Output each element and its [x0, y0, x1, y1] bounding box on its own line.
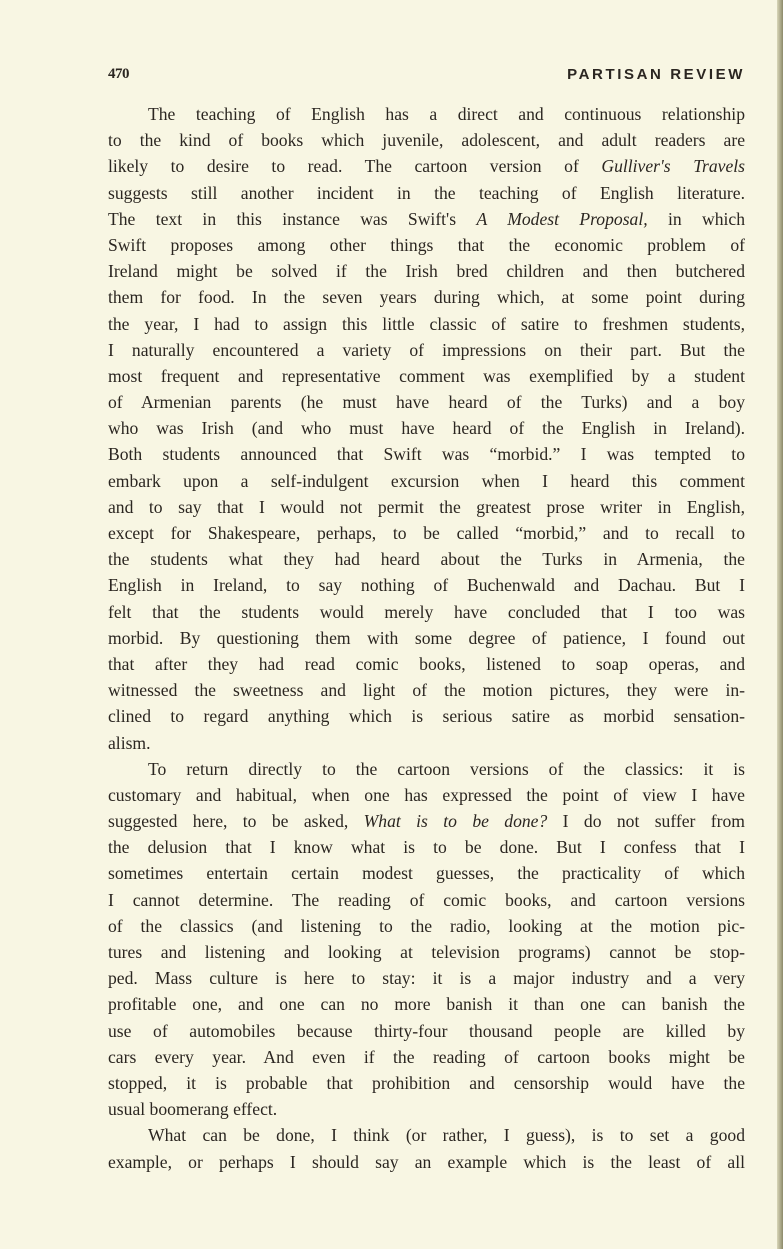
text-segment: usual boomerang effect. — [108, 1099, 278, 1120]
text-line — [108, 546, 745, 572]
text-line — [108, 860, 745, 886]
text-line — [108, 599, 745, 625]
text-segment: I naturally encountered a variety of impressions on their part. But the — [108, 339, 745, 360]
text-segment: sometimes entertain certain modest guesses, the practicality of which — [108, 863, 745, 884]
text-segment: the year, I had to assign this little classic of satire to freshmen students, — [108, 313, 745, 334]
text-line — [108, 232, 745, 258]
text-line — [108, 441, 745, 467]
text-segment: Both students announced that Swift was “morbid.” I was tempted to — [108, 444, 745, 465]
text-segment: ped. Mass culture is here to stay: it is a major industry and a very — [108, 968, 745, 989]
text-segment: Swift proposes among other things that the economic problem of — [108, 234, 745, 255]
text-line — [108, 730, 745, 756]
text-line — [108, 1018, 745, 1044]
text-line — [108, 756, 745, 782]
text-line — [108, 887, 745, 913]
paragraph — [108, 756, 745, 1123]
text-segment: embark upon a self-indulgent excursion when I heard this comment — [108, 470, 745, 491]
text-segment: except for Shakespeare, perhaps, to be called “morbid,” and to recall to — [108, 523, 745, 543]
text-segment: that after they had read comic books, listened to soap operas, and — [108, 653, 745, 674]
text-line — [108, 389, 745, 415]
italic-title: What is to be done? — [363, 811, 548, 832]
paragraph — [108, 101, 745, 756]
text-line — [108, 965, 745, 991]
text-segment: To return directly to the cartoon versions of the classics: it is — [148, 758, 745, 779]
text-line — [108, 939, 745, 965]
text-segment: of the classics (and listening to the radio, looking at the motion pic- — [108, 915, 745, 936]
text-segment: cars every year. And even if the reading of cartoon books might be — [108, 1046, 745, 1067]
text-segment: Ireland might be solved if the Irish bred children and then butchered — [108, 261, 745, 282]
page-edge-shadow — [777, 0, 783, 1249]
text-segment: What can be done, I think (or rather, I guess), is to set a good — [148, 1125, 745, 1146]
text-line — [108, 520, 745, 546]
text-line — [108, 311, 745, 337]
text-segment: I do not suffer from — [547, 811, 745, 832]
text-line — [108, 1096, 745, 1122]
text-segment: in which — [647, 208, 746, 229]
text-segment: example, or perhaps I should say an example which is the least of all — [108, 1151, 745, 1172]
text-segment: who was Irish (and who must have heard of the English in Ireland). — [108, 418, 745, 439]
text-segment: the delusion that I know what is to be done. But I confess that I — [108, 837, 745, 858]
text-segment: likely to desire to read. The cartoon version of — [108, 156, 602, 177]
text-segment: stopped, it is probable that prohibition and censorship would have the — [108, 1072, 745, 1093]
text-line — [108, 651, 745, 677]
italic-title: A Modest Proposal, — [476, 208, 648, 229]
text-segment: to the kind of books which juvenile, adolescent, and adult readers are — [108, 130, 745, 151]
text-segment: tures and listening and looking at television programs) cannot be stop- — [108, 942, 745, 962]
text-line — [108, 625, 745, 651]
text-line — [108, 1122, 745, 1148]
text-line — [108, 101, 745, 127]
text-line — [108, 258, 745, 284]
running-header: PARTISAN REVIEW — [567, 66, 745, 83]
text-line — [108, 1044, 745, 1070]
text-segment: of Armenian parents (he must have heard of the Turks) and a boy — [108, 392, 745, 413]
text-line — [108, 913, 745, 939]
text-line — [108, 127, 745, 153]
text-segment: most frequent and representative comment was exemplified by a student — [108, 365, 745, 386]
text-line — [108, 572, 745, 598]
italic-title: Gulliver's Travels — [601, 156, 745, 177]
text-line — [108, 337, 745, 363]
text-line — [108, 494, 745, 520]
text-line — [108, 284, 745, 310]
text-segment: I cannot determine. The reading of comic books, and cartoon versions — [108, 889, 745, 910]
text-segment: customary and habitual, when one has expressed the point of view I have — [108, 784, 745, 805]
text-segment: profitable one, and one can no more banish it than one can banish the — [108, 994, 745, 1015]
text-line — [108, 1149, 745, 1175]
text-line — [108, 363, 745, 389]
text-segment: English in Ireland, to say nothing of Buchenwald and Dachau. But I — [108, 575, 745, 596]
text-segment: use of automobiles because thirty-four thousand people are killed by — [108, 1020, 745, 1041]
text-line — [108, 703, 745, 729]
text-line — [108, 206, 745, 232]
text-segment: suggested here, to be asked, — [108, 811, 364, 832]
text-segment: the students what they had heard about the Turks in Armenia, the — [108, 549, 745, 570]
text-segment: suggests still another incident in the teaching of English literature. — [108, 182, 745, 203]
text-line — [108, 468, 745, 494]
paragraph — [108, 1122, 745, 1174]
text-line — [108, 782, 745, 808]
text-segment: alism. — [108, 732, 151, 753]
text-line — [108, 415, 745, 441]
text-line — [108, 1070, 745, 1096]
text-segment: and to say that I would not permit the greatest prose writer in English, — [108, 496, 745, 517]
page-number: 470 — [108, 66, 129, 82]
text-segment: witnessed the sweetness and light of the motion pictures, they were in- — [108, 680, 745, 701]
text-segment: them for food. In the seven years during which, at some point during — [108, 287, 745, 308]
text-line — [108, 991, 745, 1017]
article-body — [108, 101, 745, 1175]
text-line — [108, 834, 745, 860]
text-segment: morbid. By questioning them with some degree of patience, I found out — [108, 627, 745, 648]
text-segment: The text in this instance was Swift's — [108, 208, 477, 229]
text-segment: clined to regard anything which is serious satire as morbid sensation- — [108, 706, 745, 727]
text-line — [108, 677, 745, 703]
text-line — [108, 808, 745, 834]
text-segment: felt that the students would merely have concluded that I too was — [108, 601, 745, 622]
text-line — [108, 153, 745, 179]
text-line — [108, 180, 745, 206]
text-segment: The teaching of English has a direct and continuous relationship — [148, 104, 745, 124]
